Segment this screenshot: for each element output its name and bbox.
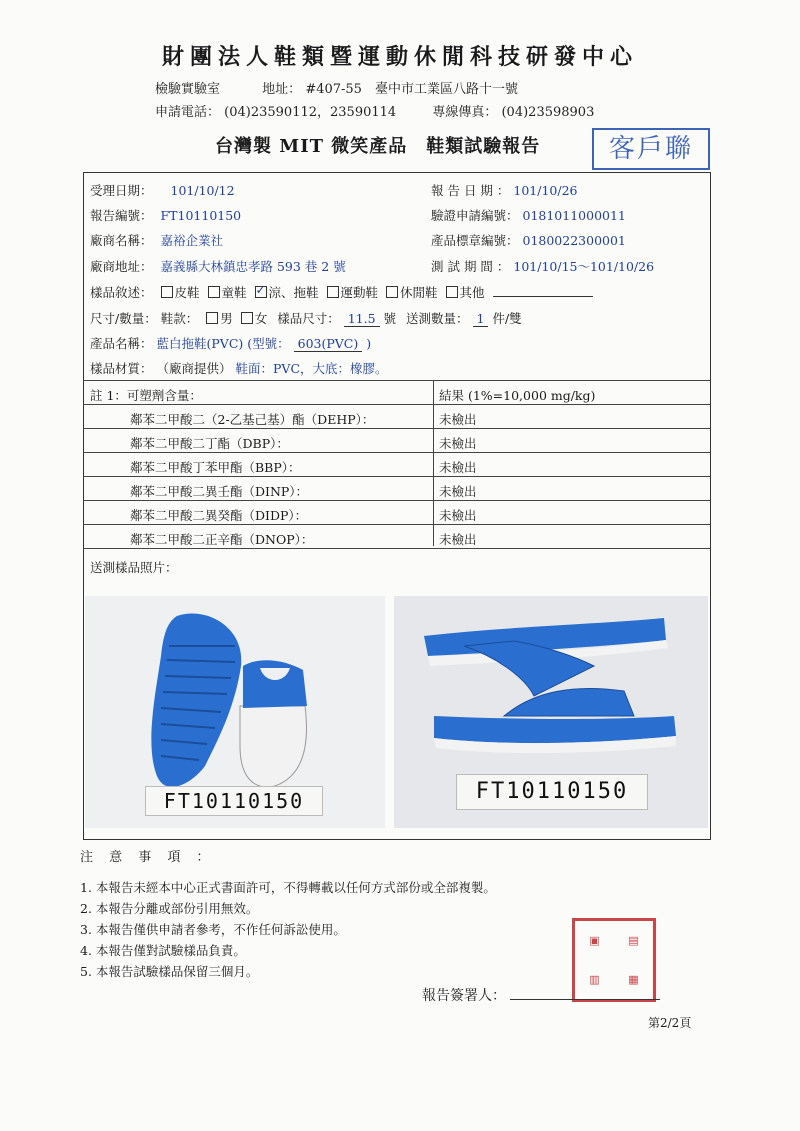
received-date-row [90,181,235,199]
qty-label: 送測數量： [406,311,469,326]
test-period-row [431,257,654,275]
size-unit: 號 [383,311,397,326]
note-item: 4. 本報告僅對試驗樣品負責。 [80,943,246,958]
copy-stamp: 客戶聯 [592,128,710,170]
verify-no-row [431,206,626,224]
sample-photo-left [85,596,385,828]
contact-line [155,101,594,120]
label-no-row [431,231,626,249]
maker-addr-label: 廠商地址： [90,259,153,274]
report-no-label: 報告編號： [90,208,153,223]
note-item: 2. 本報告分離或部份引用無效。 [80,901,259,916]
material-label: 樣品材質： [90,361,153,376]
plasticizer-note: 註 1：可塑劑含量： [90,388,202,403]
page-number: 第2/2頁 [648,1016,692,1030]
received-date: 101/10/12 [170,183,235,198]
divider [84,500,710,501]
divider [84,380,710,381]
sample-desc-row [90,283,593,301]
sample-type-label: 皮鞋 [174,285,200,300]
divider [84,404,710,405]
plasticizer-name: 鄰苯二甲酸二丁酯（DBP）： [130,436,289,451]
plasticizer-result: 未檢出 [439,412,477,427]
checkbox-icon [386,286,398,298]
report-date-row [431,181,577,199]
photos-label: 送測樣品照片： [90,560,178,575]
product-name-row [90,334,371,352]
test-period: 101/10/15～101/10/26 [513,259,655,274]
plasticizer-result: 未檢出 [439,508,477,523]
divider [84,452,710,453]
plasticizer-result: 未檢出 [439,460,477,475]
product-name-label: 產品名稱： [90,336,153,351]
official-seal-icon: ▣ ▤ ▥ ▦ [572,918,656,1002]
plasticizer-name: 鄰苯二甲酸丁苯甲酯（BBP）： [130,460,301,475]
sample-type-label: 童鞋 [221,285,247,300]
checkbox-checked-icon [255,286,267,298]
plasticizer-result: 未檢出 [439,484,477,499]
model-close: ) [366,336,372,351]
divider [84,524,710,525]
sample-size: 11.5 [344,311,380,327]
model-label: (型號： [247,336,290,351]
maker-name: 嘉裕企業社 [160,233,224,248]
divider [84,476,710,477]
checkbox-icon [241,312,253,324]
female-label: 女 [254,311,268,326]
verify-no: 0181011000011 [522,208,626,223]
verify-no-label: 驗證申請編號： [431,208,519,223]
fax-label: 專線傳真： [432,105,498,120]
qty: 1 [473,311,489,327]
report-date: 101/10/26 [513,183,578,198]
maker-label: 廠商名稱： [90,233,153,248]
divider [84,428,710,429]
signer-row [422,985,660,1005]
label-no-label: 產品標章編號： [431,233,519,248]
note-item: 1. 本報告未經本中心正式書面許可，不得轉載以任何方式部份或全部複製。 [80,880,496,895]
checkbox-icon [206,312,218,324]
notes-title: 注 意 事 項 ： [80,850,216,865]
lab-line [155,78,518,97]
style-label: 鞋款： [160,311,199,326]
test-period-label: 測 試 期 間 ： [431,259,510,274]
label-no: 0180022300001 [522,233,626,248]
report-title: 台灣製 MIT 微笑產品 鞋類試驗報告 [215,136,541,157]
report-date-label: 報 告 日 期 ： [431,183,510,198]
male-label: 男 [220,311,233,326]
plasticizer-name: 鄰苯二甲酸二正辛酯（DNOP）： [130,532,314,547]
plasticizer-name: 鄰苯二甲酸二（2-乙基己基）酯（DEHP）： [130,412,375,427]
phone: (04)23590112，23590114 [224,105,397,120]
fax: (04)23598903 [501,105,595,120]
sample-size-label: 樣品尺寸： [277,311,340,326]
material-source: （廠商提供） [156,361,232,376]
result-header: 結果 (1%=10,000 mg/kg) [439,388,596,403]
report-no-row [90,206,241,224]
checkbox-icon [208,286,220,298]
plasticizer-result: 未檢出 [439,436,477,451]
plasticizer-name: 鄰苯二甲酸二異壬酯（DINP）： [130,484,309,499]
qty-unit: 件/雙 [492,311,522,326]
address-label: 地址： [262,82,302,97]
other-blank [493,296,593,297]
material: 鞋面：PVC，大底：橡膠。 [235,361,388,376]
lab-name: 檢驗實驗室 [155,82,221,97]
received-date-label: 受理日期： [90,183,153,198]
sample-type-label: 涼、拖鞋 [268,285,319,300]
plasticizer-name: 鄰苯二甲酸二異癸酯（DIDP）： [130,508,308,523]
org-title: 財團法人鞋類暨運動休閒科技研發中心 [161,44,638,70]
material-row [90,359,388,377]
sample-desc-label: 樣品敘述： [90,285,153,300]
plasticizer-result: 未檢出 [439,532,477,547]
sample-type-label: 其他 [459,285,485,300]
checkbox-icon [446,286,458,298]
divider [84,548,710,549]
size-qty-label: 尺寸/數量： [90,311,157,326]
note-item: 3. 本報告僅供申請者參考，不作任何訴訟使用。 [80,922,346,937]
sample-tag-right: FT10110150 [456,774,648,810]
report-no: FT10110150 [160,208,242,223]
maker-addr: 嘉義縣大林鎮忠孝路 593 巷 2 號 [160,259,346,274]
checkbox-icon [161,286,173,298]
address: #407-55 臺中市工業區八路十一號 [305,82,518,97]
sample-photo-right [394,596,708,828]
sample-type-label: 運動鞋 [340,285,379,300]
size-qty-row [90,309,522,327]
maker-addr-row [90,257,346,275]
checkbox-icon [327,286,339,298]
product-name: 藍白拖鞋(PVC) [156,336,244,351]
maker-row [90,231,223,249]
note-item: 5. 本報告試驗樣品保留三個月。 [80,964,259,979]
phone-label: 申請電話： [155,105,221,120]
sample-type-label: 休閒鞋 [400,285,438,300]
signature-line [510,999,660,1000]
sample-tag-left: FT10110150 [145,786,323,816]
model: 603(PVC) [294,336,363,352]
signer-label: 報告簽署人： [422,988,506,1004]
